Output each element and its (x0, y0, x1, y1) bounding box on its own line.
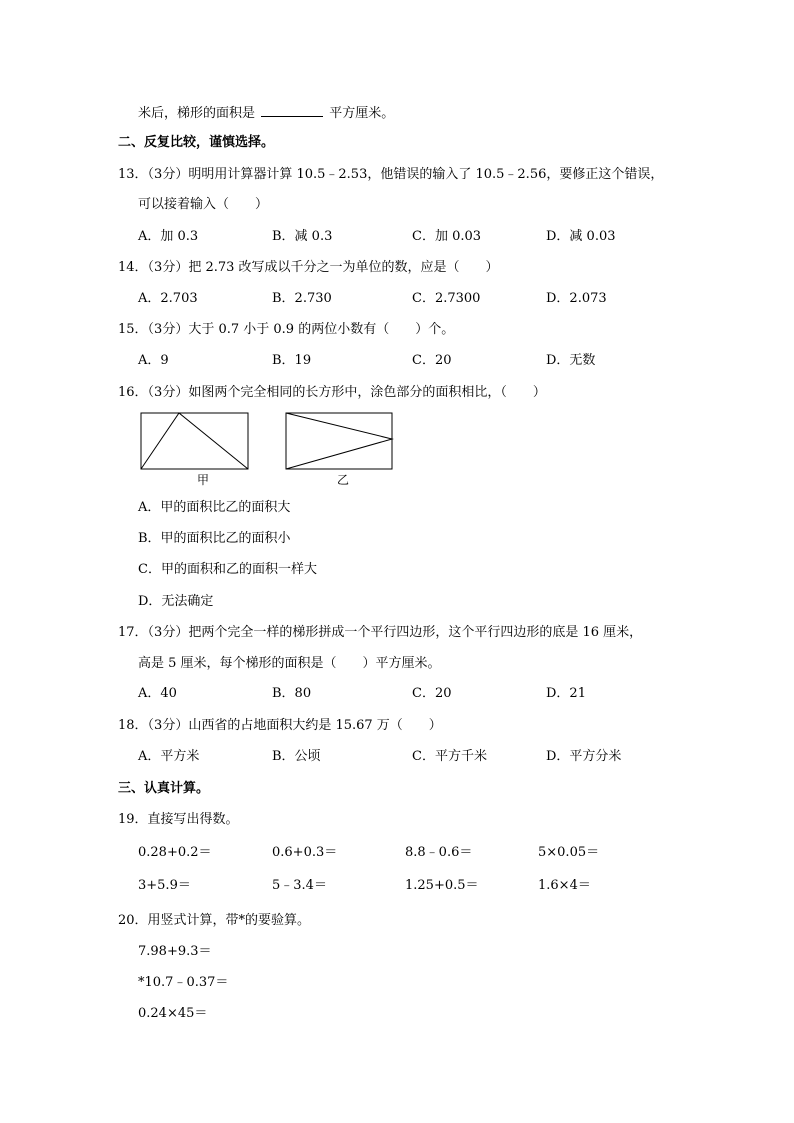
q14-option-d[interactable]: D．2.073 (546, 291, 607, 306)
q20-stem: 20．用竖式计算，带*的要验算。 (118, 913, 311, 928)
q20-item: 7.98+9.3＝ (138, 944, 212, 959)
q13-option-d[interactable]: D．减 0.03 (546, 229, 616, 244)
q14-option-b[interactable]: B．2.730 (272, 291, 332, 306)
q19-item: 3+5.9＝ (138, 878, 191, 893)
q18-stem: 18．（3分）山西省的占地面积大约是 15.67 万（ ） (118, 718, 442, 733)
q19-item: 0.6+0.3＝ (272, 845, 338, 860)
figure-label-jia: 甲 (197, 473, 210, 487)
q15-option-a[interactable]: A．9 (138, 353, 169, 368)
q16-stem: 16．（3分）如图两个完全相同的长方形中，涂色部分的面积相比，（ ） (118, 385, 546, 400)
figure-label-yi: 乙 (337, 473, 350, 487)
q20-item: 0.24×45＝ (138, 1006, 208, 1021)
q17-stem-line1: 17．（3分）把两个完全一样的梯形拼成一个平行四边形，这个平行四边形的底是 16 厘米， (118, 625, 643, 640)
q17-stem-line2: 高是 5 厘米，每个梯形的面积是（ ）平方厘米。 (138, 656, 441, 671)
figure-yi (286, 413, 392, 469)
q14-option-a[interactable]: A．2.703 (138, 291, 198, 306)
section-2-heading: 二、反复比较，谨慎选择。 (118, 135, 275, 150)
q15-stem: 15．（3分）大于 0.7 小于 0.9 的两位小数有（ ）个。 (118, 322, 455, 337)
q16-option-d[interactable]: D．无法确定 (138, 594, 214, 609)
figure-jia (141, 413, 248, 469)
section-3-heading: 三、认真计算。 (118, 781, 210, 796)
q18-option-d[interactable]: D．平方分米 (546, 749, 622, 764)
q16-option-c[interactable]: C．甲的面积和乙的面积一样大 (138, 562, 317, 577)
q19-item: 5﹣3.4＝ (272, 878, 327, 893)
q19-item: 1.25+0.5＝ (405, 878, 479, 893)
q16-option-b[interactable]: B．甲的面积比乙的面积小 (138, 531, 291, 546)
q16-figure (138, 410, 398, 490)
q12-text-a: 米后，梯形的面积是 (138, 106, 256, 121)
q16-option-a[interactable]: A．甲的面积比乙的面积大 (138, 500, 291, 515)
q19-item: 8.8﹣0.6＝ (405, 845, 473, 860)
q18-option-b[interactable]: B．公顷 (272, 749, 321, 764)
q19-stem: 19．直接写出得数。 (118, 812, 239, 827)
q14-stem: 14．（3分）把 2.73 改写成以千分之一为单位的数，应是（ ） (118, 260, 499, 275)
q13-option-a[interactable]: A．加 0.3 (138, 229, 199, 244)
q17-option-a[interactable]: A．40 (138, 686, 177, 701)
q15-option-d[interactable]: D．无数 (546, 353, 596, 368)
q15-option-b[interactable]: B．19 (272, 353, 312, 368)
q20-item: *10.7﹣0.37＝ (138, 975, 229, 990)
q13-option-c[interactable]: C．加 0.03 (412, 229, 482, 244)
q17-option-d[interactable]: D．21 (546, 686, 586, 701)
q13-stem-line2: 可以接着输入（ ） (138, 197, 269, 212)
q18-option-c[interactable]: C．平方千米 (412, 749, 487, 764)
q18-option-a[interactable]: A．平方米 (138, 749, 200, 764)
q19-item: 5×0.05＝ (538, 845, 600, 860)
q12-text-b: 平方厘米。 (329, 106, 395, 121)
q14-option-c[interactable]: C．2.7300 (412, 291, 481, 306)
q19-item: 0.28+0.2＝ (138, 845, 212, 860)
q17-option-c[interactable]: C．20 (412, 686, 452, 701)
q13-option-b[interactable]: B．减 0.3 (272, 229, 333, 244)
q17-option-b[interactable]: B．80 (272, 686, 312, 701)
q15-option-c[interactable]: C．20 (412, 353, 452, 368)
q12-answer-blank[interactable] (261, 104, 323, 117)
q19-item: 1.6×4＝ (538, 878, 591, 893)
q12-continuation (138, 104, 394, 122)
q13-stem-line1: 13．（3分）明明用计算器计算 10.5﹣2.53，他错误的输入了 10.5﹣2.56，要修正这个错误， (118, 167, 664, 182)
